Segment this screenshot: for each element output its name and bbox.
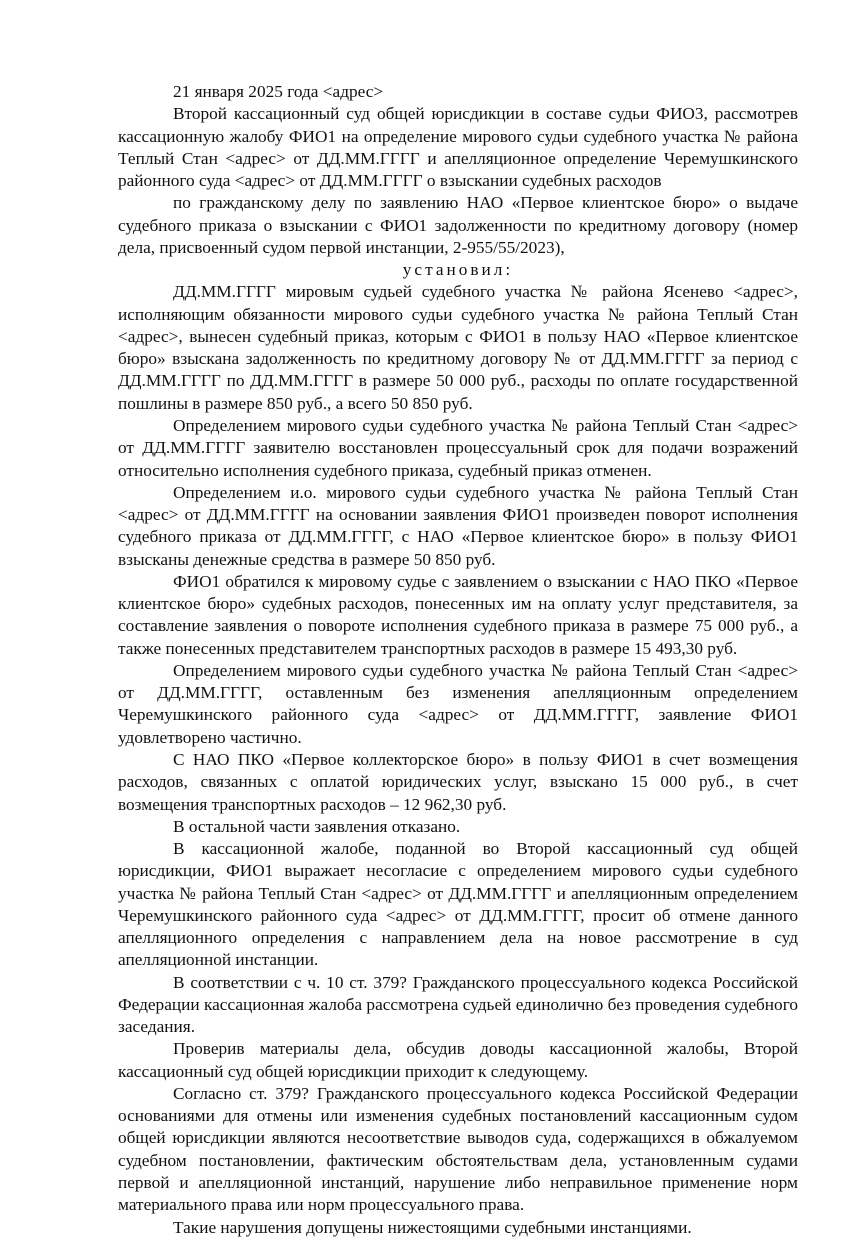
body-paragraph: Проверив материалы дела, обсудив доводы кассационной жалобы, Второй кассационный суд общей юрисдикции приходит к следующему.	[118, 1039, 798, 1081]
body-paragraph: ФИО1 обратился к мировому судье с заявлением о взыскании с НАО ПКО «Первое клиентское бюро» судебных расходов, понесенных им на оплату услуг представителя, за составление заявления о повороте исполнения судебного приказа в размере 75 000 руб., а также понесенных представителем транспортных расходов в размере 15 493,30 руб.	[118, 571, 798, 658]
intro-paragraph: Второй кассационный суд общей юрисдикции в составе судьи ФИО3, рассмотрев кассационную жалобу ФИО1 на определение мирового судьи судебного участка № района Теплый Стан <адрес> от ДД.ММ.ГГГГ и апелляционное определение Черемушкинского районного суда <адрес> от ДД.ММ.ГГГГ о взыскании судебных расходов	[118, 104, 798, 191]
body-paragraph: Определением мирового судьи судебного участка № района Теплый Стан <адрес> от ДД.ММ.ГГГГ, оставленным без изменения апелляционным определением Черемушкинского районного суда <адрес> от ДД.ММ.ГГГГ, заявление ФИО1 удовлетворено частично.	[118, 660, 798, 747]
body-paragraph: В остальной части заявления отказано.	[173, 816, 461, 836]
body-paragraph: Такие нарушения допущены нижестоящими судебными инстанциями.	[173, 1217, 692, 1237]
body-paragraph: Согласно ст. 379? Гражданского процессуального кодекса Российской Федерации основаниями для отмены или изменения судебных постановлений кассационным судом общей юрисдикции являются несоответствие выводов суда, содержащихся в обжалуемом судебном постановлении, фактическим обстоятельствам дела, установленным судами первой и апелляционной инстанций, нарушение либо неправильное применение норм материального права или норм процессуального права.	[118, 1083, 798, 1215]
body-paragraph: ДД.ММ.ГГГГ мировым судьей судебного участка № района Ясенево <адрес>, исполняющим обязанности мирового судьи судебного участка № района Теплый Стан <адрес>, вынесен судебный приказ, которым с ФИО1 в пользу НАО «Первое клиентское бюро» взыскана задолженность по кредитному договору № от ДД.ММ.ГГГГ за период с ДД.ММ.ГГГГ по ДД.ММ.ГГГГ в размере 50 000 руб., расходы по оплате государственной пошлины в размере 850 руб., а всего 50 850 руб.	[118, 282, 798, 413]
body-paragraph: С НАО ПКО «Первое коллекторское бюро» в пользу ФИО1 в счет возмещения расходов, связанных с оплатой юридических услуг, взыскано 15 000 руб., в счет возмещения транспортных расходов – 12 962,30 руб.	[118, 749, 798, 814]
body-paragraph: В кассационной жалобе, поданной во Второй кассационный суд общей юрисдикции, ФИО1 выражает несогласие с определением мирового судьи судебного участка № района Теплый Стан <адрес> от ДД.ММ.ГГГГ и апелляционным определением Черемушкинского районного суда <адрес> от ДД.ММ.ГГГГ, просит об отмене данного апелляционного определения с направлением дела на новое рассмотрение в суд апелляционной инстанции.	[118, 839, 798, 970]
case-paragraph: по гражданскому делу по заявлению НАО «Первое клиентское бюро» о выдаче судебного приказа о взыскании с ФИО1 задолженности по кредитному договору (номер дела, присвоенный судом первой инстанции, 2-955/55/2023),	[118, 193, 798, 257]
body-paragraph: Определением мирового судьи судебного участка № района Теплый Стан <адрес> от ДД.ММ.ГГГГ заявителю восстановлен процессуальный срок для подачи возражений относительно исполнения судебного приказа, судебный приказ отменен.	[118, 415, 798, 480]
section-heading: установил:	[402, 260, 514, 280]
date-place-line: 21 января 2025 года <адрес>	[173, 82, 384, 101]
body-paragraph: В соответствии с ч. 10 ст. 379? Гражданского процессуального кодекса Российской Федерации кассационная жалоба рассмотрена судьей единолично без проведения судебного заседания.	[118, 972, 798, 1037]
document-page	[118, 81, 798, 1239]
body-paragraph: Определением и.о. мирового судьи судебного участка № района Теплый Стан <адрес> от ДД.ММ.ГГГГ на основании заявления ФИО1 произведен поворот исполнения судебного приказа от ДД.ММ.ГГГГ, с НАО «Первое клиентское бюро» в пользу ФИО1 взысканы денежные средства в размере 50 850 руб.	[118, 482, 798, 569]
